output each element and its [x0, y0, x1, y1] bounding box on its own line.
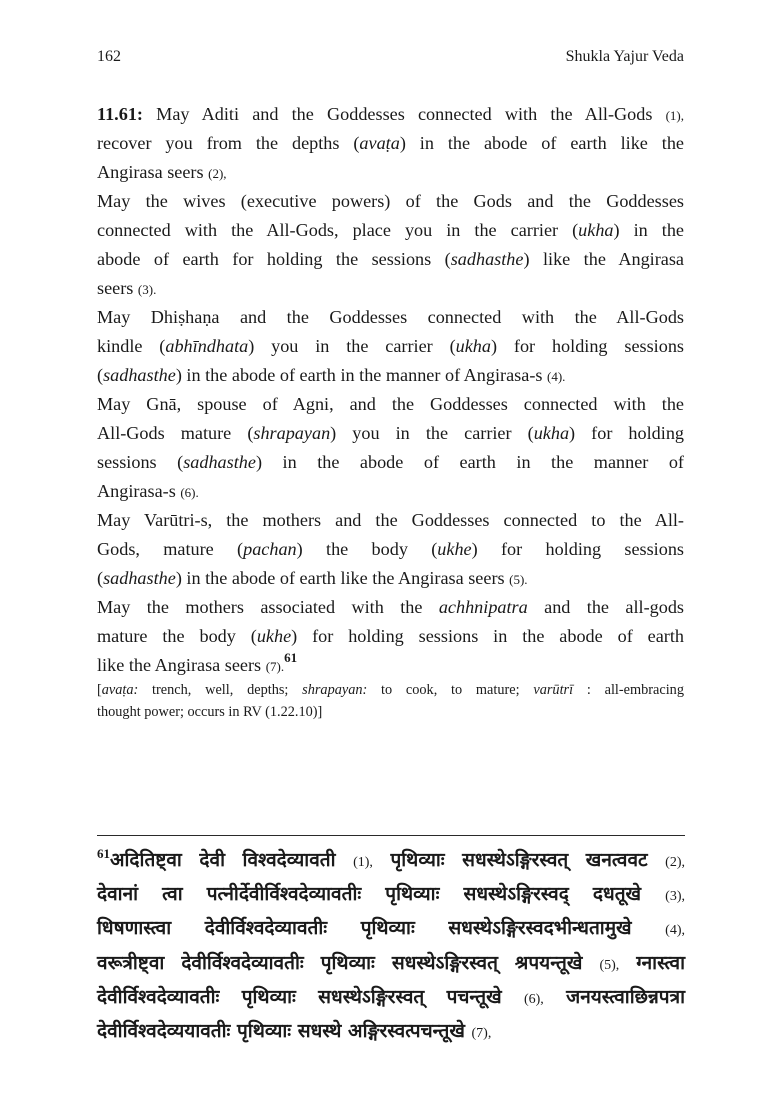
- sanskrit-term: avaṭa: [359, 133, 400, 153]
- clause-number: (7).: [265, 659, 285, 674]
- clause-number: (1),: [665, 108, 684, 123]
- footnote-line: वरूत्रीष्ट्वा देवीर्विश्वदेव्यावतीः पृथिव्याः सधस्थेऽङ्गिरस्वत् श्रपयन्तूखे (5), ग्नास्त्वा: [97, 951, 685, 974]
- footnote-line: देवीर्विश्वदेव्ययावतीः पृथिव्याः सधस्थे अङ्गिरस्वत्पचन्तूखे (7),: [97, 1019, 492, 1042]
- verse-line: seers (3).: [97, 278, 157, 298]
- sanskrit-term: ukha: [455, 336, 491, 356]
- clause-number: (7),: [471, 1025, 492, 1041]
- clause-number: (4),: [665, 923, 685, 939]
- verse-line: All-Gods mature (shrapayan) you in the carrier (ukha) for holding: [97, 423, 685, 443]
- verse-line: May Gnā, spouse of Agni, and the Goddesses connected with the: [97, 394, 684, 414]
- sanskrit-term: abhīndhata: [165, 336, 249, 356]
- verse-number: 11.61:: [97, 104, 143, 124]
- clause-number: (5),: [599, 957, 620, 973]
- sanskrit-term: sadhasthe: [450, 249, 524, 269]
- sanskrit-term: pachan: [243, 539, 297, 559]
- verse-line: kindle (abhīndhata) you in the carrier (ukha) for holding sessions: [97, 336, 684, 356]
- gloss-term: shrapayan:: [302, 682, 368, 698]
- glossary-note: [97, 679, 684, 723]
- clause-number: (3).: [137, 282, 157, 297]
- clause-number: (2),: [208, 166, 227, 181]
- verse-line: connected with the All-Gods, place you in the carrier (ukha) in the: [97, 220, 684, 240]
- running-title: Shukla Yajur Veda: [565, 48, 684, 65]
- footnote-line: $^{61}$अदितिष्ट्वा देवी विश्वदेव्यावती (1), पृथिव्याः सधस्थेऽङ्गिरस्वत् खनत्ववट (2),: [97, 846, 685, 871]
- clause-number: (5).: [509, 572, 528, 587]
- verse-line: May Dhiṣhaṇa and the Goddesses connected with the All-Gods: [97, 307, 684, 327]
- footnote-line: देवानां त्वा पत्नीर्देवीर्विश्वदेव्यावतीः पृथिव्याः सधस्थेऽङ्गिरस्वद् दधतूखे (3),: [97, 883, 685, 906]
- sanskrit-term: sadhasthe: [103, 365, 176, 385]
- verse-line: May the mothers associated with the achhnipatra and the all-gods: [97, 597, 684, 617]
- verse-line: sessions (sadhasthe) in the abode of earth in the manner of: [97, 452, 684, 472]
- clause-number: (4).: [547, 369, 566, 384]
- footnote-marker: 61: [97, 846, 110, 861]
- sanskrit-term: sadhasthe: [103, 568, 176, 588]
- gloss-line: thought power; occurs in RV (1.22.10)]: [97, 704, 323, 720]
- verse-line: 11.61: May Aditi and the Goddesses connected with the All-Gods (1),: [97, 104, 684, 124]
- sanskrit-term: achhnipatra: [438, 597, 528, 617]
- clause-number: (2),: [665, 855, 685, 870]
- footnote-divider: [97, 835, 685, 836]
- verse-line: Angirasa-s (6).: [97, 481, 199, 501]
- verse-translation: [97, 100, 684, 680]
- verse-line: like the Angirasa seers (7).$^{61}$: [97, 650, 298, 675]
- verse-line: May the wives (executive powers) of the Gods and the Goddesses: [97, 191, 684, 211]
- sanskrit-term: ukhe: [437, 539, 472, 559]
- verse-line: Angirasa seers (2),: [97, 162, 227, 182]
- sanskrit-term: shrapayan: [253, 423, 331, 443]
- clause-number: (6),: [523, 991, 544, 1007]
- verse-line: (sadhasthe) in the abode of earth in the manner of Angirasa-s (4).: [97, 365, 566, 385]
- verse-line: May Varūtri-s, the mothers and the Goddesses connected to the All-: [97, 510, 684, 530]
- verse-line: abode of earth for holding the sessions (sadhasthe) like the Angirasa: [97, 249, 684, 269]
- footnote-line: देवीर्विश्वदेव्यावतीः पृथिव्याः सधस्थेऽङ्गिरस्वत् पचन्तूखे (6), जनयस्त्वाछिन्नपत्रा: [97, 985, 685, 1008]
- page-number: 162: [97, 48, 121, 65]
- verse-line: mature the body (ukhe) for holding sessions in the abode of earth: [97, 626, 684, 646]
- clause-number: (3),: [665, 889, 685, 905]
- gloss-term: varūtrī: [533, 682, 574, 698]
- sanskrit-term: ukha: [533, 423, 570, 443]
- sanskrit-term: ukha: [578, 220, 614, 240]
- running-head: [97, 46, 684, 68]
- clause-number: (6).: [180, 485, 199, 500]
- footnote-reference[interactable]: 61: [284, 650, 298, 665]
- sanskrit-term: sadhasthe: [183, 452, 256, 472]
- verse-line: recover you from the depths (avaṭa) in the abode of earth like the: [97, 133, 684, 153]
- verse-line: Gods, mature (pachan) the body (ukhe) for holding sessions: [97, 539, 684, 559]
- footnote-line: धिषणास्त्वा देवीर्विश्वदेव्यावतीः पृथिव्याः सधस्थेऽङ्गिरस्वदभीन्धतामुखे (4),: [97, 917, 685, 940]
- sanskrit-term: ukhe: [256, 626, 292, 646]
- sanskrit-footnote: [97, 843, 685, 1048]
- gloss-line: [avaṭa: trench, well, depths; shrapayan: to cook, to mature; varūtrī : all-embracing: [97, 682, 684, 698]
- verse-line: (sadhasthe) in the abode of earth like the Angirasa seers (5).: [97, 568, 528, 588]
- gloss-term: avaṭa:: [101, 682, 139, 698]
- clause-number: (1),: [353, 855, 373, 870]
